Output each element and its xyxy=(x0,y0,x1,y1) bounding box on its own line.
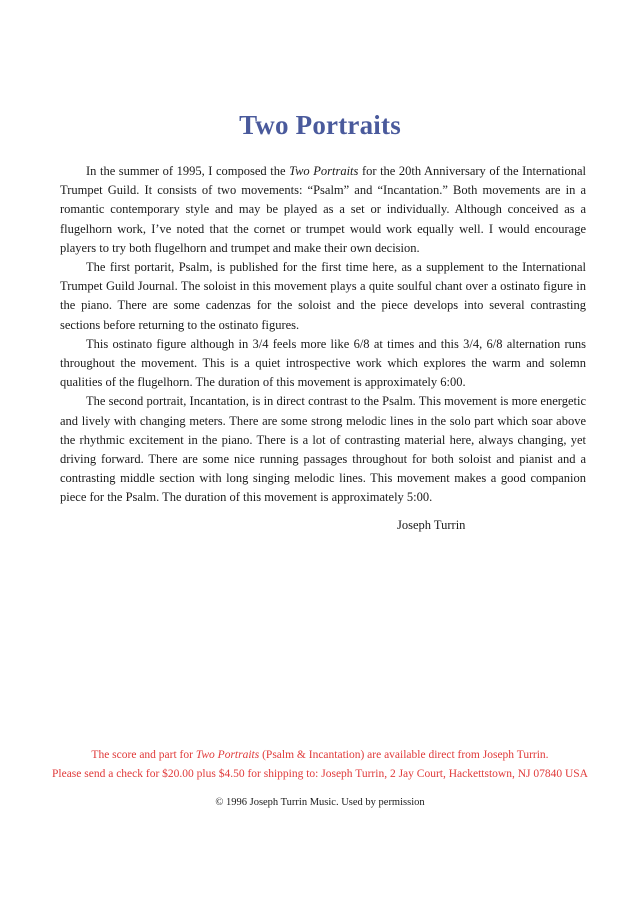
order-info-work-title: Two Portraits xyxy=(195,749,260,761)
order-info-line-1 xyxy=(0,746,640,765)
order-info-line-1-end: (Psalm & Incantation) are available direct from Joseph Turrin. xyxy=(259,749,549,761)
paragraph-1-rest: for the 20th Anniversary of the International Trumpet Guild. It consists of two movements: “Psalm” and “Incantation.” Both movements are in a romantic contemporary style and may be played as a set or individually. Although conceived as a flugelhorn work, I’ve noted that the cornet or trumpet would work equally well. I would encourage players to try both flugelhorn and trumpet and make their own decision. xyxy=(60,164,586,255)
paragraph-1 xyxy=(60,162,586,258)
paragraph-1-work-title: Two Portraits xyxy=(289,164,359,178)
page-title: Two Portraits xyxy=(239,110,401,140)
paragraph-1-intro: In the summer of 1995, I composed the xyxy=(86,164,290,178)
order-info xyxy=(0,746,640,784)
order-info-line-2: Please send a check for $20.00 plus $4.50 for shipping to: Joseph Turrin, 2 Jay Court, Hackettstown, NJ 07840 USA xyxy=(52,768,588,780)
order-info-line-1-start: The score and part for xyxy=(91,749,196,761)
paragraph-3: This ostinato figure although in 3/4 feels more like 6/8 at times and this 3/4, 6/8 alternation runs throughout the movement. This is a quiet introspective work which explores the warm and solemn qualities of the flugelhorn. The duration of this movement is approximately 6:00. xyxy=(60,336,586,390)
copyright-notice: © 1996 Joseph Turrin Music. Used by permission xyxy=(215,797,425,808)
paragraph-4: The second portrait, Incantation, is in direct contrast to the Psalm. This movement is more energetic and lively with changing meters. There are some strong melodic lines in the solo part which soar above the rhythmic excitement in the piano. There is a lot of contrasting material here, always changing, yet driving forward. There are some nice running passages throughout for both soloist and pianist and a contrasting middle section with long singing melodic lines. This movement makes a good companion piece for the Psalm. The duration of this movement is approximately 5:00. xyxy=(60,394,586,505)
body-text xyxy=(60,162,586,508)
paragraph-2: The first portarit, Psalm, is published for the first time here, as a supplement to the International Trumpet Guild Journal. The soloist in this movement plays a quite soulful chant over a ostinato figure in the piano. There are some cadenzas for the soloist and the piece develops into several contrasting sections before returning to the ostinato figures. xyxy=(60,260,586,332)
author-signature: Joseph Turrin xyxy=(397,518,466,532)
